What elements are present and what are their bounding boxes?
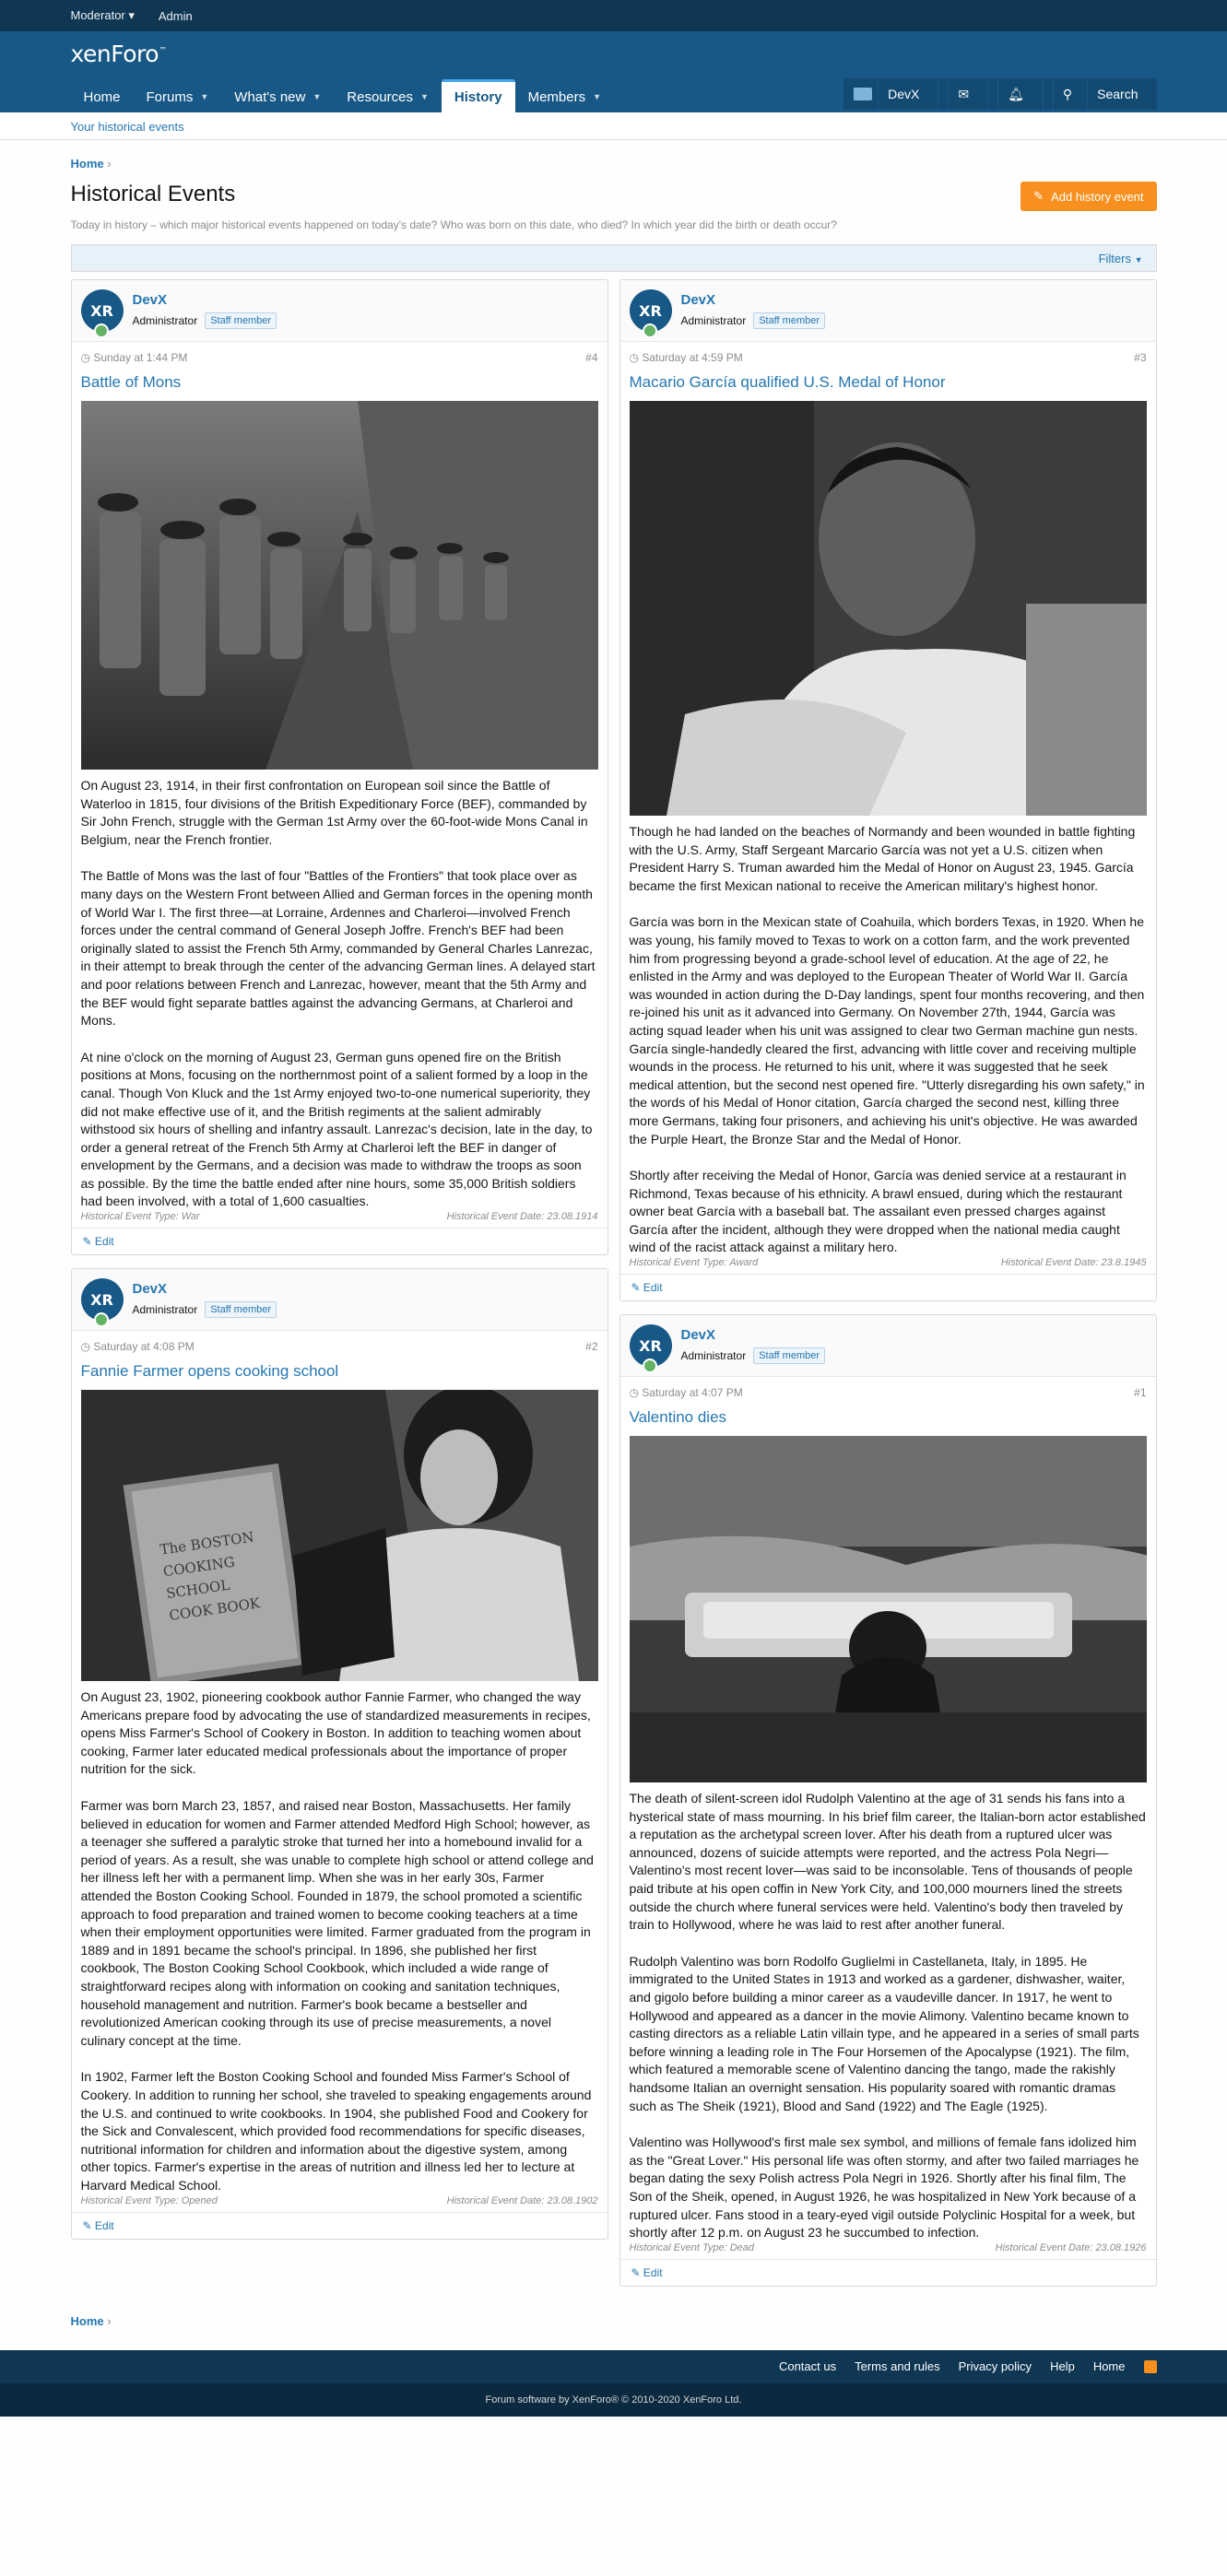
event-paragraph: Rudolph Valentino was born Rodolfo Guglielmi in Castellaneta, Italy, in 1895. He immigrated to the United States in 1913 and worked as a gardener, dishwasher, waiter, and gigolo before building a minor career as a vaudeville dancer. In 1917, he went to Hollywood and appeared as a dancer in the movie Alimony. Valentino became known to casting directors as a reliable Latin villain type, and he appeared in a series of small parts before winning a leading role in The Four Horsemen of the Apocalypse (1921). The film, which featured a memorable scene of Valentino dancing the tango, made the rakishly handsome Italian an overnight sensation. His popularity soared with romantic dramas such as The Sheik (1921), Blood and Sand (1922) and The Eagle (1925).	[629, 1953, 1139, 2113]
staff-badge: Staff member	[205, 312, 277, 329]
post-number[interactable]: #1	[1134, 1386, 1147, 1400]
post-time-text: Saturday at 4:08 PM	[93, 1340, 195, 1354]
author-row	[72, 1269, 608, 1331]
tab-members-label: Members	[527, 88, 586, 105]
tab-resources-label: Resources	[347, 88, 413, 105]
event-footer	[72, 1211, 608, 1228]
breadcrumb-bottom	[71, 2314, 1157, 2343]
logo-text: xenForo	[70, 40, 159, 67]
copyright-text[interactable]: Forum software by XenForo® © 2010-2020 XenForo Ltd.	[485, 2394, 742, 2405]
staff-badge: Staff member	[753, 1347, 825, 1364]
author-row	[620, 1315, 1156, 1377]
tab-forums-label: Forums	[146, 88, 194, 105]
online-indicator-icon	[94, 1312, 109, 1327]
event-title[interactable]: Macario García qualified U.S. Medal of Honor	[629, 373, 946, 391]
event-body	[72, 770, 608, 1211]
chevron-right-icon: ›	[107, 157, 112, 171]
tab-forums[interactable]	[134, 81, 222, 112]
event-paragraph: On August 23, 1902, pioneering cookbook author Fannie Farmer, who changed the way Americans prepare food by advocating the use of standardized measurements in recipes, opens Miss Farmer's School of Cookery in Boston. In addition to teaching women about cooking, Farmer later educated medical professionals about the importance of proper nutrition for the sick.	[80, 1689, 591, 1777]
event-paragraph: The death of silent-screen idol Rudolph Valentino at the age of 31 sends his fans into a hysterical state of mass mourning. In his brief film career, the Italian-born actor established a reputation as the archetypal screen lover. After his death from a ruptured ulcer was announced, dozens of suicide attempts were reported, and the actress Pola Negri—Valentino's most recent lover—was said to be inconsolable. Tens of thousands of people paid tribute at his open coffin in New York City, and 100,000 mourners lined the streets outside the church where funeral services were held. Valentino's body then traveled by train to Hollywood, where he was laid to rest after another funeral.	[629, 1791, 1146, 1933]
author-role-row	[681, 1347, 826, 1364]
post-meta	[620, 342, 1156, 370]
author-role: Administrator	[132, 1303, 198, 1317]
post-meta	[72, 342, 608, 370]
post-meta	[620, 1377, 1156, 1405]
clock-icon: ◷	[80, 351, 90, 364]
avatar[interactable]	[81, 289, 124, 332]
clock-icon: ◷	[629, 1386, 639, 1400]
contact-us-link[interactable]: Contact us	[778, 2359, 837, 2374]
event-footer	[620, 2242, 1156, 2259]
valentino-funeral-photo	[630, 1436, 1147, 1782]
terms-link[interactable]: Terms and rules	[855, 2359, 940, 2374]
event-image	[81, 1390, 598, 1681]
online-indicator-icon	[643, 1359, 657, 1373]
avatar[interactable]	[81, 1278, 124, 1321]
tab-history[interactable]	[442, 79, 515, 112]
event-title[interactable]: Battle of Mons	[80, 373, 182, 391]
alerts-button[interactable]	[987, 78, 1043, 110]
staff-badge: Staff member	[205, 1301, 277, 1318]
chevron-down-icon: ▼	[1134, 254, 1143, 265]
author-info	[133, 1281, 277, 1318]
title-row	[71, 182, 1157, 211]
author-name[interactable]: DevX	[132, 292, 168, 308]
event-type: Historical Event Type: Opened	[80, 2194, 218, 2206]
chevron-down-icon[interactable]: ▼	[200, 92, 209, 101]
event-body	[620, 816, 1156, 1257]
author-role: Administrator	[680, 1349, 747, 1363]
edit-button[interactable]	[620, 2259, 1156, 2286]
avatar[interactable]	[630, 1324, 672, 1367]
event-type: Historical Event Type: Award	[629, 1257, 759, 1269]
help-link[interactable]: Help	[1050, 2359, 1075, 2374]
chevron-down-icon[interactable]: ▼	[419, 92, 429, 101]
author-row	[620, 280, 1156, 342]
post-meta	[72, 1331, 608, 1359]
envelope-icon: ✉	[948, 78, 978, 110]
edit-label: Edit	[643, 2265, 663, 2279]
edit-button[interactable]	[72, 2212, 608, 2239]
author-row	[72, 280, 608, 342]
edit-button[interactable]	[620, 1274, 1156, 1300]
event-paragraph: Though he had landed on the beaches of Normandy and been wounded in battle fighting with the U.S. Army, Staff Sergeant Marcario García was not yet a U.S. citizen when President Harry S. Truman awarded him the Medal of Honor on August 23, 1945. García became the first Mexican national to receive the American military's highest honor.	[629, 824, 1136, 893]
tab-resources[interactable]	[334, 81, 442, 112]
account-button[interactable]	[843, 78, 938, 110]
author-name[interactable]: DevX	[680, 292, 716, 308]
column-right	[619, 279, 1157, 2287]
macario-garcia-photo	[630, 401, 1147, 816]
event-type: Historical Event Type: Dead	[629, 2241, 755, 2253]
post-time[interactable]	[630, 1386, 743, 1399]
user-nav	[843, 78, 1156, 110]
author-info	[681, 292, 826, 329]
edit-icon: ✎	[1033, 189, 1044, 203]
tab-members[interactable]	[515, 81, 614, 112]
edit-label: Edit	[94, 1235, 114, 1249]
rss-icon[interactable]	[1144, 2360, 1157, 2373]
author-role: Administrator	[680, 314, 747, 327]
avatar-small-icon	[853, 88, 872, 100]
author-role-row	[681, 312, 826, 329]
admin-link[interactable]: Admin	[158, 8, 193, 23]
event-title[interactable]: Valentino dies	[629, 1408, 727, 1427]
event-body	[72, 1681, 608, 2194]
post-time-text: Sunday at 1:44 PM	[93, 351, 188, 364]
bell-icon: 🔔︎	[997, 78, 1033, 110]
post-number[interactable]: #4	[585, 351, 598, 364]
tab-history-label: History	[454, 89, 502, 105]
chevron-down-icon[interactable]: ▼	[313, 92, 322, 101]
sub-nav	[0, 112, 1227, 140]
main-nav	[0, 76, 1227, 112]
search-button[interactable]	[1043, 78, 1157, 110]
account-username: DevX	[878, 78, 928, 110]
author-info	[133, 292, 277, 329]
search-label: Search	[1087, 78, 1147, 110]
event-card	[619, 279, 1157, 1301]
event-date: Historical Event Date: 23.08.1926	[995, 2241, 1147, 2253]
moderator-menu[interactable]: Moderator ▾	[70, 8, 135, 22]
event-paragraph: In 1902, Farmer left the Boston Cooking School and founded Miss Farmer's School of Cookery. In addition to running her school, she traveled to speaking engagements around the U.S. and continued to write cookbooks. In 1904, she published Food and Cookery for the Sick and Convalescent, which provided food recommendations for specific diseases, nutritional information for children and information about the digestive system, among other topics. Farmer's expertise in the areas of nutrition and illness led her to lecture at Harvard Medical School.	[80, 2069, 592, 2193]
event-paragraph: García was born in the Mexican state of Coahuila, which borders Texas, in 1920. When he was young, his family moved to Texas to work on a cotton farm, and the work prevented him from progressing beyond a grade-school level of education. At the age of 22, he enlisted in the Army and was deployed to the European Theater of World War II. García was wounded in action during the D-Day landings, spent four months recovering, and then re-joined his unit as it advanced into Germany. On November 27th, 1944, García was acting squad leader when his unit was assigned to clear two German machine gun nests. García single-handedly cleared the first, advancing with little cover and receiving multiple wounds in the process. He returned to his unit, where it was suggested that he seek medical attention, but the second nest opened fire. "Utterly disregarding his own safety," in the words of his Medal of Honor citation, García charged the second nest, killing three more Germans, taking four prisoners, and achieving his unit's objective. He was awarded the Purple Heart, the Bronze Star and the Medal of Honor.	[629, 914, 1145, 1147]
post-time-text: Saturday at 4:07 PM	[642, 1386, 743, 1400]
event-date: Historical Event Date: 23.08.1902	[446, 2194, 598, 2206]
event-card	[71, 279, 608, 1255]
event-paragraph: On August 23, 1914, in their first confrontation on European soil since the Battle of Waterloo in 1815, four divisions of the British Expeditionary Force (BEF), commanded by Sir John French, struggle with the German 1st Army over the 60-foot-wide Mons Canal in Belgium, near the French frontier.	[80, 778, 588, 847]
filters-button[interactable]	[1099, 252, 1143, 265]
avatar[interactable]	[630, 289, 672, 332]
add-history-event-button[interactable]	[1021, 182, 1156, 211]
site-header	[0, 31, 1227, 76]
post-number[interactable]: #2	[585, 1340, 598, 1354]
event-paragraph: Shortly after receiving the Medal of Honor, García was denied service at a restaurant in Richmond, Texas because of his ethnicity. A brawl ensued, during which the restaurant owner beat García with a baseball bat. The assailant even pressed charges against García after the incident, although they were dropped when the national media caught wind of the racist attack against a military hero.	[629, 1168, 1127, 1255]
post-time-text: Saturday at 4:59 PM	[642, 351, 743, 364]
breadcrumb	[71, 157, 1157, 171]
avatar-initials: XR	[90, 1290, 113, 1309]
online-indicator-icon	[643, 323, 657, 338]
moderator-label: Moderator	[70, 8, 125, 22]
post-time[interactable]	[81, 1340, 195, 1353]
event-date: Historical Event Date: 23.8.1945	[1000, 1257, 1147, 1269]
online-indicator-icon	[94, 323, 109, 338]
tab-home-label: Home	[83, 88, 121, 105]
inbox-button[interactable]	[938, 78, 987, 110]
edit-icon: ✎	[631, 1281, 641, 1295]
event-paragraph: The Battle of Mons was the last of four "Battles of the Frontiers" that took place over as many days on the Western Front between Allied and German forces in the opening month of World War I. The first three—at Lorraine, Ardennes and Charleroi—involved French forces under the central command of General Joseph Joffre. French's BEF had been originally slated to assist the French 5th Army, commanded by General Charles Lanrezac, in their attempt to break through the center of the advancing German lines. A delayed start and poor relations between French and Lanrezac, however, meant that the 5th Army and the BEF would fight separate battles against the advancing Germans, at Charleroi and Mons.	[80, 868, 596, 1029]
edit-label: Edit	[643, 1281, 663, 1295]
author-role: Administrator	[132, 314, 198, 327]
post-time[interactable]	[81, 351, 188, 364]
staff-badge: Staff member	[753, 312, 825, 329]
copyright-bar	[0, 2383, 1227, 2417]
event-body	[620, 1782, 1156, 2242]
page-body	[71, 157, 1157, 2343]
add-history-event-label: Add history event	[1051, 189, 1144, 204]
event-image	[81, 401, 598, 770]
tab-whats-new-label: What's new	[234, 88, 306, 105]
avatar-initials: XR	[639, 1336, 662, 1355]
privacy-link[interactable]: Privacy policy	[958, 2359, 1032, 2374]
breadcrumb-home[interactable]: Home	[70, 2313, 104, 2328]
event-type: Historical Event Type: War	[80, 1211, 200, 1223]
author-name[interactable]: DevX	[680, 1327, 716, 1344]
chevron-down-icon[interactable]: ▼	[593, 92, 602, 101]
post-number[interactable]: #3	[1134, 351, 1147, 364]
staff-bar	[0, 0, 1227, 31]
event-footer	[620, 1257, 1156, 1274]
home-link[interactable]: Home	[1092, 2359, 1126, 2374]
events-grid	[71, 279, 1157, 2287]
soldiers-photo	[81, 401, 598, 770]
edit-icon: ✎	[82, 1235, 92, 1249]
edit-label: Edit	[94, 2218, 114, 2232]
author-role-row	[133, 312, 277, 329]
event-paragraph: At nine o'clock on the morning of August 23, German guns opened fire on the British positions at Mons, focusing on the northernmost point of a salient formed by a loop in the canal. Though Von Kluck and the 1st Army enjoyed two-to-one numerical superiority, they did not make effective use of it, and the British regiments at the salient admirably withstood six hours of shelling and infantry assault. Lanrezac's decision, late in the day, to order a general retreat of the French 5th Army at Charleroi left the BEF in danger of envelopment by the Germans, and a decision was made to withdraw the troops as soon as possible. By the time the battle ended after nine hours, some 35,000 British soldiers had been involved, with a total of 1,600 casualties.	[80, 1049, 593, 1209]
event-date: Historical Event Date: 23.08.1914	[446, 1211, 598, 1223]
footer-links-bar	[0, 2350, 1227, 2383]
page-title: Historical Events	[70, 182, 236, 206]
post-time[interactable]	[630, 351, 743, 364]
event-paragraph: Farmer was born March 23, 1857, and raised near Boston, Massachusetts. Her family believed in education for women and Farmer attended Medford High School; however, as a teenager she suffered a paralytic stroke that turned her into a homebound invalid for a period of years. As a result, she was unable to complete high school or attend college and her illness left her with a permanent limp. When she was in her early 30s, Farmer attended the Boston Cooking School. Founded in 1879, the school promoted a scientific approach to food preparation and trained women to become cooking teachers at a time when their employment opportunities were limited. Farmer graduated from the program in 1889 and in 1891 became the school's principal. In 1896, she published her first cookbook, The Boston Cooking School Cookbook, which included a wide range of straightforward recipes along with information on cooking and sanitation techniques, household management and nutrition. Farmer's book became a bestseller and revolutionized American cooking through its use of precise measurements, a novel culinary concept at the time.	[80, 1798, 594, 2048]
avatar-initials: XR	[90, 301, 113, 320]
book-cover-text: The BOSTONCOOKINGSCHOOLCOOK BOOK	[158, 1528, 261, 1624]
avatar-initials: XR	[639, 301, 662, 320]
breadcrumb-home[interactable]: Home	[70, 157, 104, 171]
event-paragraph: Valentino was Hollywood's first male sex symbol, and millions of female fans idolized him as the "Great Lover." His personal life was often stormy, and after two failed marriages he began dating the sexy Polish actress Pola Negri in 1926. Shortly after his final film, The Son of the Sheik, opened, in August 1926, he was hospitalized in New York because of a ruptured ulcer. Fans stood in a teary-eyed vigil outside Polyclinic Hospital for a week, but shortly after 12 p.m. on August 23 he succumbed to infection.	[629, 2135, 1139, 2241]
site-logo[interactable]	[71, 41, 167, 67]
event-title[interactable]: Fannie Farmer opens cooking school	[80, 1362, 339, 1381]
tab-whats-new[interactable]	[221, 81, 334, 112]
column-left	[71, 279, 608, 2287]
author-info	[681, 1327, 826, 1364]
logo-mark: ™	[159, 46, 167, 56]
fannie-farmer-photo	[81, 1390, 598, 1681]
event-image	[630, 1436, 1147, 1782]
event-card	[619, 1314, 1157, 2287]
page-description: Today in history – which major historical events happened on today's date? Who was born on this date, who died? In which year did the birth or death occur?	[70, 218, 837, 231]
event-footer	[72, 2195, 608, 2212]
author-role-row	[133, 1301, 277, 1318]
event-card	[71, 1268, 608, 2239]
author-name[interactable]: DevX	[132, 1281, 168, 1298]
event-image	[630, 401, 1147, 816]
tab-home[interactable]	[71, 81, 134, 112]
clock-icon: ◷	[629, 351, 639, 364]
filters-label: Filters	[1098, 251, 1131, 265]
search-icon: ⚲	[1053, 78, 1081, 110]
chevron-right-icon: ›	[107, 2313, 112, 2328]
clock-icon: ◷	[80, 1340, 90, 1354]
filter-bar	[71, 244, 1157, 272]
edit-button[interactable]	[72, 1228, 608, 1254]
edit-icon: ✎	[631, 2265, 641, 2279]
edit-icon: ✎	[82, 2218, 92, 2232]
your-historical-events-link[interactable]: Your historical events	[70, 119, 184, 134]
